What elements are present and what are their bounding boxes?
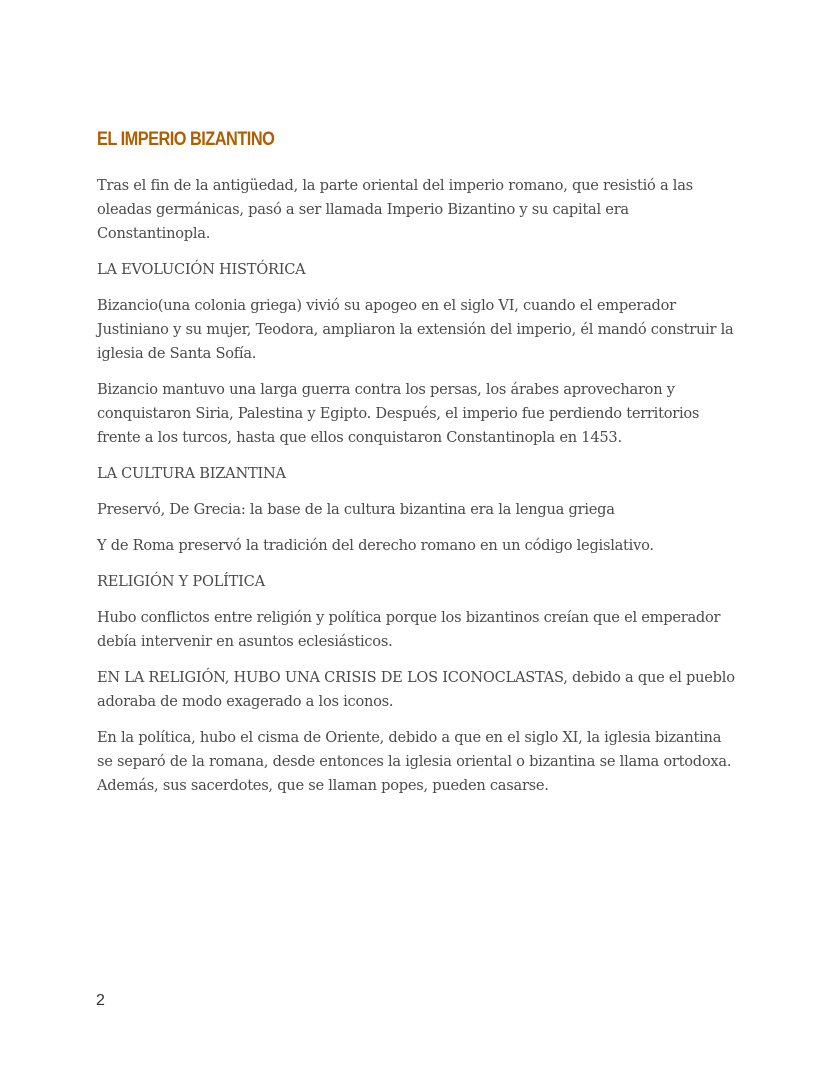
paragraph-cisma: En la política, hubo el cisma de Oriente, debido a que en el siglo XI, la iglesia bizantina se separó de la romana, desde entonces la iglesia oriental o bizantina se llama ortodoxa. Además, sus sacerdotes, que se llaman popes, pueden casarse. <box>97 729 732 794</box>
document-content <box>97 126 737 810</box>
paragraph-apogeo: Bizancio(una colonia griega) vivió su apogeo en el siglo VI, cuando el emperador Justiniano y su mujer, Teodora, ampliaron la extensión del imperio, él mandó construir la iglesia de Santa Sofía. <box>97 297 734 362</box>
paragraph-guerra: Bizancio mantuvo una larga guerra contra los persas, los árabes aprovecharon y conquistaron Siria, Palestina y Egipto. Después, el imperio fue perdiendo territorios frente a los turcos, hasta que ellos conquistaron Constantinopla en 1453. <box>97 381 700 446</box>
document-title: EL IMPERIO BIZANTINO <box>97 129 275 150</box>
paragraph-conflictos: Hubo conflictos entre religión y política porque los bizantinos creían que el emperador debía intervenir en asuntos eclesiásticos. <box>97 609 721 650</box>
page-number: 2 <box>96 992 105 1009</box>
intro-paragraph: Tras el fin de la antigüedad, la parte oriental del imperio romano, que resistió a las oleadas germánicas, pasó a ser llamada Imperio Bizantino y su capital era Constantinopla. <box>97 177 693 242</box>
section-heading-cultura: LA CULTURA BIZANTINA <box>97 465 286 482</box>
section-heading-religion-politica: RELIGIÓN Y POLÍTICA <box>97 573 265 590</box>
section-heading-evolucion: LA EVOLUCIÓN HISTÓRICA <box>97 261 306 278</box>
paragraph-grecia: Preservó, De Grecia: la base de la cultura bizantina era la lengua griega <box>97 501 615 518</box>
paragraph-iconoclastas: EN LA RELIGIÓN, HUBO UNA CRISIS DE LOS ICONOCLASTAS, debido a que el pueblo adoraba de modo exagerado a los iconos. <box>97 669 735 710</box>
paragraph-roma: Y de Roma preservó la tradición del derecho romano en un código legislativo. <box>97 537 654 554</box>
